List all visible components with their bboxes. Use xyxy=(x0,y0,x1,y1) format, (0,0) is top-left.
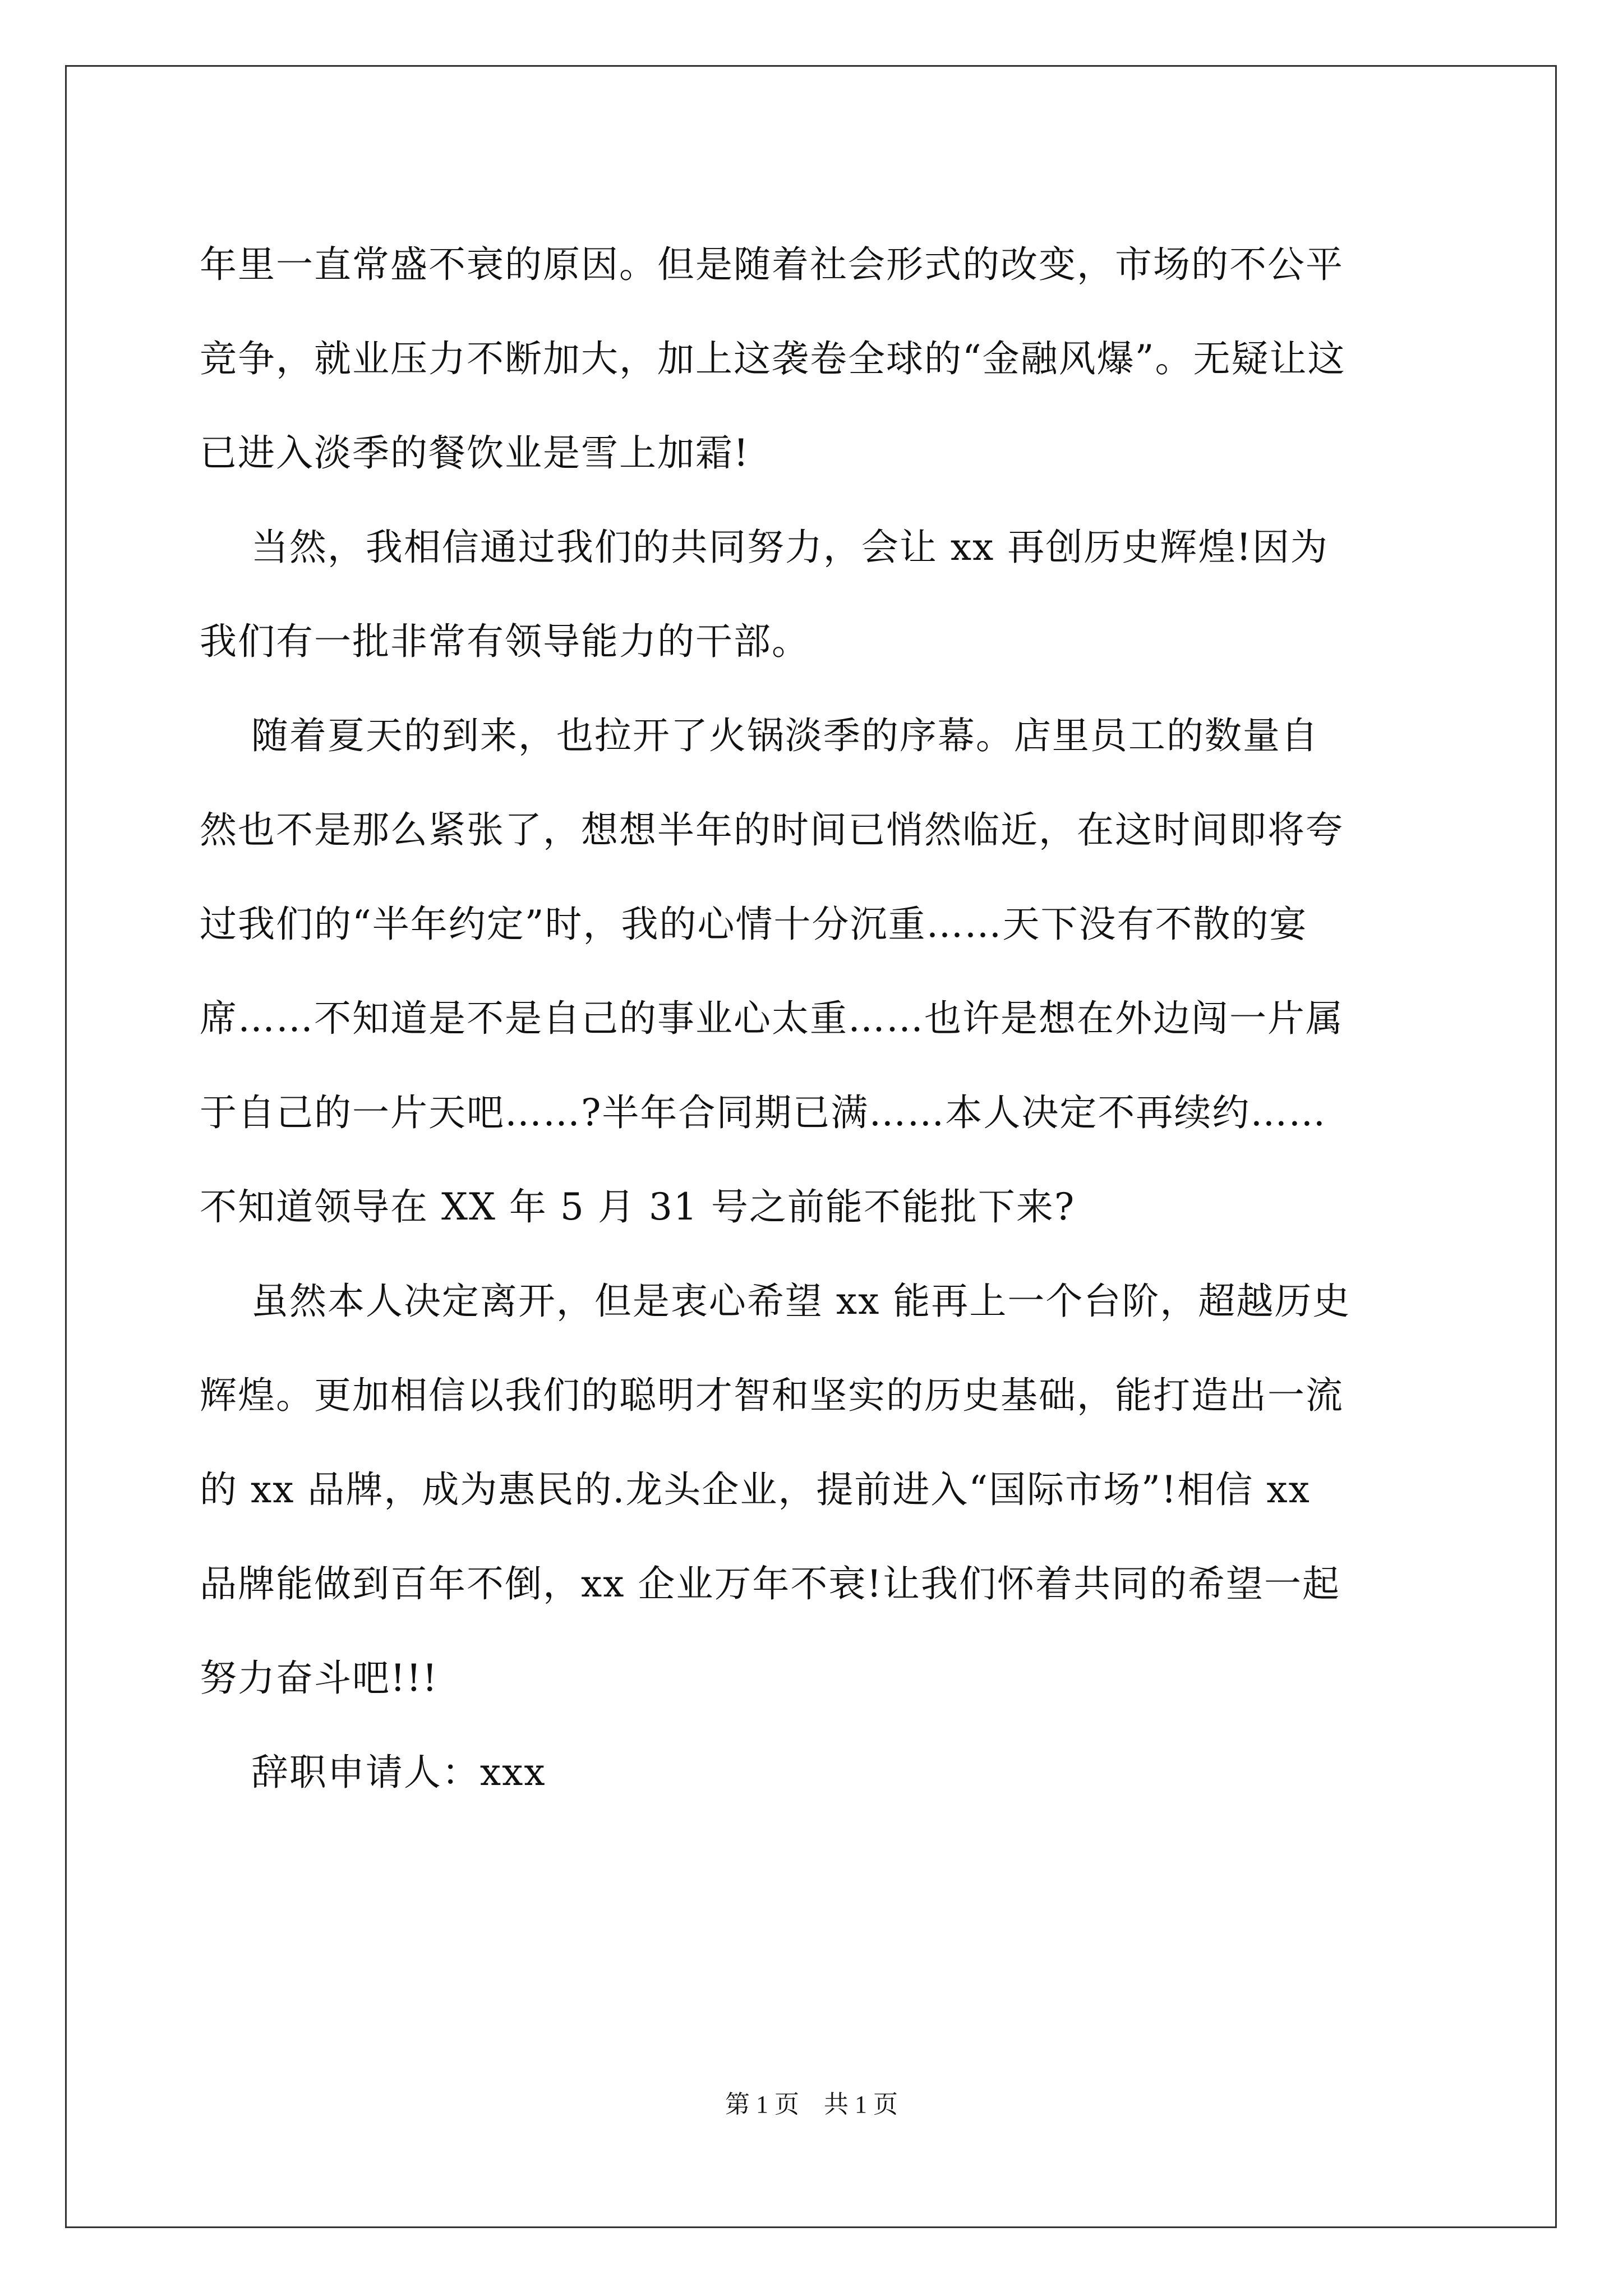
text-line: 随着夏天的到来，也拉开了火锅淡季的序幕。店里员工的数量自 xyxy=(200,714,1319,757)
text-line: 虽然本人决定离开，但是衷心希望 xx 能再上一个台阶，超越历史 xyxy=(200,1280,1351,1323)
text-line: 席……不知道是不是自己的事业心太重……也许是想在外边闯一片属 xyxy=(200,997,1344,1040)
text-line: 年里一直常盛不衰的原因。但是随着社会形式的改变，市场的不公平 xyxy=(200,243,1344,286)
text-line: 当然，我相信通过我们的共同努力，会让 xx 再创历史辉煌!因为 xyxy=(200,526,1329,569)
text-line: 努力奋斗吧!!! xyxy=(200,1657,439,1700)
text-line: 品牌能做到百年不倒，xx 企业万年不衰!让我们怀着共同的希望一起 xyxy=(200,1562,1340,1605)
page-total: 共 1 页 xyxy=(824,2091,898,2118)
text-line: 过我们的“半年约定”时，我的心情十分沉重……天下没有不散的宴 xyxy=(200,903,1308,946)
text-line: 于自己的一片天吧……?半年合同期已满……本人决定不再续约…… xyxy=(200,1091,1327,1134)
text-line: 的 xx 品牌，成为惠民的.龙头企业，提前进入“国际市场”!相信 xx xyxy=(200,1468,1311,1511)
text-line: 不知道领导在 XX 年 5 月 31 号之前能不能批下来? xyxy=(200,1185,1076,1228)
signature-line: 辞职申请人：xxx xyxy=(200,1751,546,1794)
text-line: 我们有一批非常有领导能力的干部。 xyxy=(200,620,810,663)
text-line: 辉煌。更加相信以我们的聪明才智和坚实的历史基础，能打造出一流 xyxy=(200,1374,1344,1417)
document-body xyxy=(200,218,1422,1820)
text-line: 已进入淡季的餐饮业是雪上加霜! xyxy=(200,431,750,475)
page-number: 第 1 页 xyxy=(725,2091,799,2118)
text-line: 竞争，就业压力不断加大，加上这袭卷全球的“金融风爆”。无疑让这 xyxy=(200,337,1346,380)
text-line: 然也不是那么紧张了，想想半年的时间已悄然临近，在这时间即将夸 xyxy=(200,808,1344,852)
page-footer xyxy=(0,2088,1623,2122)
